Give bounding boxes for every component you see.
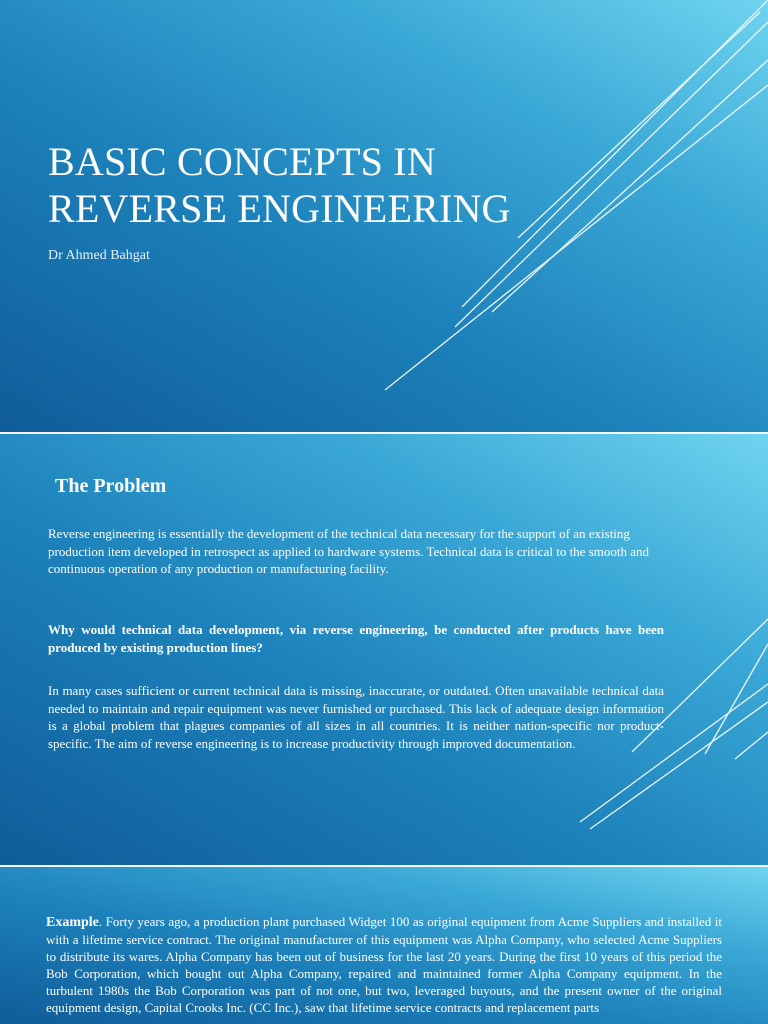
example-label: Example (46, 915, 99, 930)
slide-title: BASIC CONCEPTS IN REVERSE ENGINEERING (48, 139, 511, 231)
question-paragraph: Why would technical data development, via reverse engineering, be conducted after products have been produced by existing production lines? (48, 622, 664, 655)
title-slide (0, 0, 768, 432)
body-paragraph: In many cases sufficient or current technical data is missing, inaccurate, or outdated. Often unavailable technical data needed to maintain and repair equipment was never furnished or purchased. This lack of adequate design information is a global problem that plagues companies of all sizes in all countries. It is neither nation-specific nor product-specific. The aim of reverse engineering is to increase productivity through improved documentation. (48, 683, 664, 751)
example-slide (0, 867, 768, 1024)
section-heading: The Problem (55, 475, 167, 497)
problem-slide (0, 434, 768, 865)
slide-subtitle: Dr Ahmed Bahgat (48, 248, 150, 263)
intro-paragraph: Reverse engineering is essentially the development of the technical data necessary for the support of an existing production item developed in retrospect as applied to hardware systems. Technical data is critical to the smooth and continuous operation of any production or manufacturing facility. (48, 526, 650, 576)
example-text: . Forty years ago, a production plant purchased Widget 100 as original equipment from Acme Suppliers and installed it with a lifetime service contract. The original manufacturer of this equipment was Alpha Company, who selected Acme Suppliers to distribute its wares. Alpha Company has been out of business for the last 20 years. During the first 10 years of this period the Bob Corporation, which bought out Alpha Company, repaired and maintained former Alpha Company equipment. In the turbulent 1980s the Bob Corporation was part of not one, but two, leveraged buyouts, and the present owner of the original equipment design, Capital Crooks Inc. (CC Inc.), saw that lifetime service contracts and replacement parts (46, 914, 722, 1015)
example-paragraph (46, 913, 722, 1016)
